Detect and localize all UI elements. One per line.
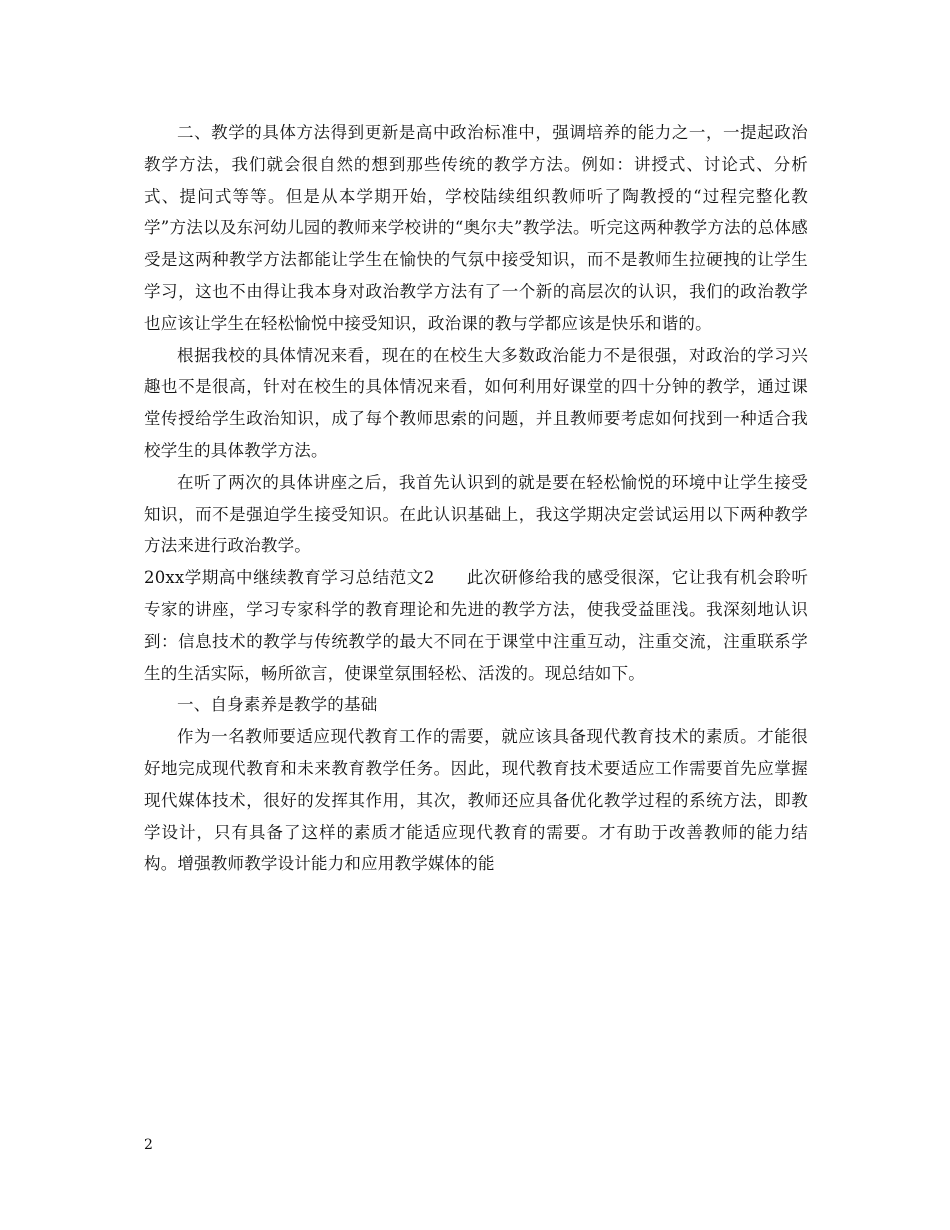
paragraph-self-quality: 作为一名教师要适应现代教育工作的需要，就应该具备现代教育技术的素质。才能很好地完成现代教育和未来教育教学任务。因此，现代教育技术要适应工作需要首先应掌握现代媒体技术，很好的发挥其作用，其次，教师还应具备优化教学过程的系统方法，即教学设计，只有具备了这样的素质才能适应现代教育的需要。才有助于改善教师的能力结构。增强教师教学设计能力和应用教学媒体的能	[144, 727, 808, 874]
section-intro: 此次研修给我的感受很深，它让我有机会聆听专家的讲座，学习专家科学的教育理论和先进的教学方法，使我受益匪浅。我深刻地认识到：信息技术的教学与传统教学的最大不同在于课堂中注重互动，注重交流，注重联系学生的生活实际，畅所欲言，使课堂氛围轻松、活泼的。现总结如下。	[144, 568, 809, 683]
paragraph-school-situation: 根据我校的具体情况来看，现在的在校生大多数政治能力不是很强，对政治的学习兴趣也不是很高，针对在校生的具体情况来看，如何利用好课堂的四十分钟的教学，通过课堂传授给学生政治知识，成了每个教师思索的问题，并且教师要考虑如何找到一种适合我校学生的具体教学方法。	[144, 345, 808, 460]
subheading: 一、自身素养是教学的基础	[177, 695, 378, 715]
paragraph-lecture-reflection: 在听了两次的具体讲座之后，我首先认识到的就是要在轻松愉悦的环境中让学生接受知识，而不是强迫学生接受知识。在此认识基础上，我这学期决定尝试运用以下两种教学方法来进行政治教学。	[144, 472, 808, 556]
page-content	[144, 117, 808, 880]
paragraph-teaching-methods: 二、教学的具体方法得到更新是高中政治标准中，强调培养的能力之一，一提起政治教学方法，我们就会很自然的想到那些传统的教学方法。例如：讲授式、讨论式、分析式、提问式等等。但是从本学期开始，学校陆续组织教师听了陶教授的“过程完整化教学”方法以及东河幼儿园的教师来学校讲的“奥尔夫”教学法。听完这两种教学方法的总体感受是这两种教学方法都能让学生在愉快的气氛中接受知识，而不是教师生拉硬拽的让学生学习，这也不由得让我本身对政治教学方法有了一个新的高层次的认识，我们的政治教学也应该让学生在轻松愉悦中接受知识，政治课的教与学都应该是快乐和谐的。	[144, 123, 808, 333]
page-number: 2	[144, 1137, 153, 1153]
section-heading: 20xx学期高中继续教育学习总结范文2	[144, 568, 435, 588]
section-paragraph	[144, 562, 808, 689]
